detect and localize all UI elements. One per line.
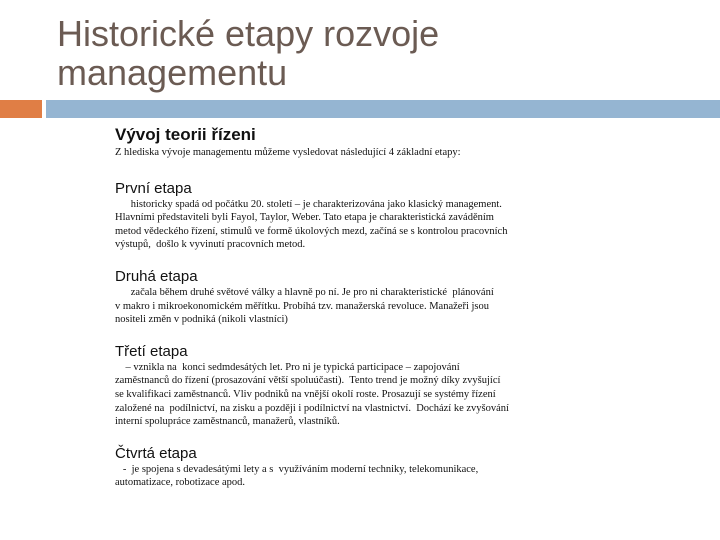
section-title: Druhá etapa <box>115 267 198 285</box>
title-line: managementu <box>57 52 288 93</box>
section-title: První etapa <box>115 179 192 197</box>
accent-bar-orange <box>0 100 42 118</box>
section <box>115 343 565 429</box>
section-text-line: v makro i mikroekonomickém měřítku. Probíhá tzv. manažerská revoluce. Manažeři jsou <box>115 300 489 312</box>
section-text-line: – vznikla na konci sedmdesátých let. Pro ni je typická participace – zapojování <box>115 361 460 373</box>
section-text-line: zaměstnanců do řízení (prosazování větší spoluúčasti). Tento trend je možný díky zvyšující <box>115 375 501 387</box>
document-heading: Vývoj teorii řízeni <box>115 125 256 144</box>
section-text-line: interní spolupráce zaměstnanců, manažerů, vlastníků. <box>115 416 340 428</box>
section-text-line: nositeli změn v podniká (nikoli vlastníci) <box>115 314 288 326</box>
accent-bar-blue <box>46 100 720 118</box>
slide-title <box>57 14 439 92</box>
document-intro: Z hlediska vývoje managementu můžeme vysledovat následující 4 základní etapy: <box>115 147 461 158</box>
section-text-line: automatizace, robotizace apod. <box>115 477 246 489</box>
section-text-line: - je spojena s devadesátými lety a s využíváním moderní techniky, telekomunikace, <box>115 463 479 475</box>
section-text-line: začala během druhé světové války a hlavně po ní. Je pro ni charakteristické plánování <box>115 286 494 298</box>
title-line: Historické etapy rozvoje <box>57 13 440 54</box>
section-text-line: historicky spadá od počátku 20. století – je charakterizována jako klasický management. <box>115 198 502 210</box>
section <box>115 268 565 327</box>
section-text-line: založené na podílnictví, na zisku a později i podílnictví na vlastnictví. Dochází ke zvyšování <box>115 402 509 414</box>
section-text-line: výstupů, došlo k vyvinutí pracovních metod. <box>115 239 306 251</box>
section <box>115 445 565 490</box>
section-text-line: se kvalifikaci zaměstnanců. Vliv podniků na vnější okolí roste. Prosazují se systémy řízení <box>115 388 496 400</box>
document-image <box>115 124 565 506</box>
section-text-line: Hlavními představiteli byli Fayol, Taylor, Weber. Tato etapa je charakteristická zaváděním <box>115 212 494 224</box>
section-title: Čtvrtá etapa <box>115 444 197 462</box>
section-text-line: metod vědeckého řízení, stimulů ve formě úkolových mezd, začíná se s kontrolou pracovních <box>115 225 508 237</box>
section-title: Třetí etapa <box>115 342 188 360</box>
section <box>115 180 565 252</box>
